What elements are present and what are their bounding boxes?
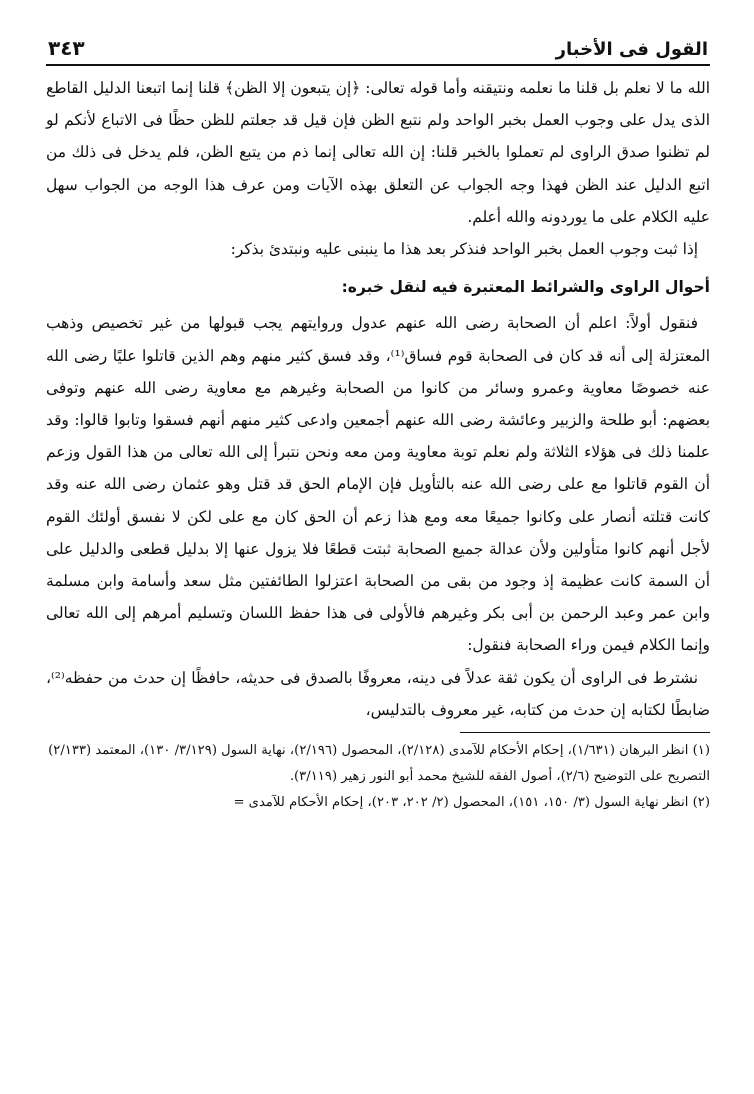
footnote: (٢) انظر نهاية السول (٣/ ١٥٠، ١٥١)، المحصول (٢/ ٢٠٢، ٢٠٣)، إحكام الأحكام للآمدى =	[233, 795, 710, 811]
footnotes	[46, 732, 710, 816]
book-page	[46, 36, 710, 816]
paragraph: نشترط فى الراوى أن يكون ثقة عدلاً فى دينه، معروفًا بالصدق فى حديثه، حافظًا إن حدث من حفظه⁽²⁾، ضابطًا لكتابه إن حدث من كتابه، غير معروف بالتدليس،	[46, 668, 710, 719]
section-heading: أحوال الراوى والشرائط المعتبرة فيه لنقل خبره:	[341, 278, 710, 297]
footnote: (١) انظر البرهان (١/٦٣١)، إحكام الأحكام للآمدى (٢/١٢٨)، المحصول (٢/١٩٦)، نهاية السول (٣/١٢٩/ ١٣٠)، المعتمد (٢/١٣٣) التصريح على التوضيح (٢/٦)، أصول الفقه للشيخ محمد أبو النور زهير (٣/١١٩).	[48, 743, 710, 785]
paragraph: إذا ثبت وجوب العمل بخبر الواحد فنذكر بعد هذا ما ينبنى عليه ونبتدئ بذكر:	[230, 240, 698, 259]
running-header	[46, 36, 710, 66]
header-title: القول فى الأخبار	[555, 39, 708, 60]
paragraph: فنقول أولاً: اعلم أن الصحابة رضى الله عنهم عدول وروايتهم يجب قبولها من غير تخصيص وذهب المعتزلة إلى أنه قد كان فى الصحابة قوم فساق⁽¹⁾، وقد فسق كثير منهم وهم الذين قاتلوا عليًا رضى الله عنه خصوصًا معاوية وعمرو وسائر من كانوا من الصحابة وغيرهم مع معاوية رضى الله عنهم وتوفى بعضهم: أبو طلحة والزبير وعائشة رضى الله عنهم أجمعين وادعى كثير منهم أنهم فسقوا وتابوا قالوا: وقد علمنا ذلك فى هؤلاء الثلاثة ولم نعلم توبة معاوية ومن معه ونحن نتبرأ إلى الله تعالى من هذا القول وزعم أن القوم قاتلوا مع على رضى الله عنه بالتأويل فإن الإمام الحق قد قتل وهو عثمان رضى الله عنه وقد كانت قتلته أنصار على وكانوا جميعًا معه ومع هذا زعم أن الحق كان مع على لكن لا نفسق أولئك القوم لأجل أنهم كانوا متأولين ولأن عدالة جميع الصحابة ثبتت قطعًا فلا يزول عنها إلا بدليل قطعى والدليل على أن السمة كانت عظيمة إذ وجود من بقى من الصحابة اعتزلوا الطائفتين مثل سعد وأسامة وابن مسلمة وابن عمر وعبد الرحمن بن أبى بكر وغيرهم فالأولى فى هذا حفظ اللسان وتسليم أمرهم إلى الله تعالى وإنما الكلام فيمن وراء الصحابة فنقول:	[46, 314, 710, 655]
page-number: ٣٤٣	[48, 36, 85, 60]
main-text	[46, 72, 710, 726]
paragraph: الله ما لا نعلم بل قلنا ما نعلمه ونتيقنه وأما قوله تعالى: ﴿إن يتبعون إلا الظن﴾ قلنا إنما اتبعنا الدليل القاطع الذى يدل على وجوب العمل بخبر الواحد ولم نتبع الظن فإن قيل قد جعلتم للظن حظًا فى الاتباع لأنكم لو لم تظنوا صدق الراوى لم تعملوا بالخبر قلنا: إن الله تعالى إنما ذم من يتبع الظن، فلم يدخل فى ذلك من اتبع الدليل عند الظن فهذا وجه الجواب عن التعلق بهذه الآيات ومن عرف هذا الوجه من الجواب سهل عليه الكلام على ما يوردونه والله أعلم.	[46, 79, 710, 226]
